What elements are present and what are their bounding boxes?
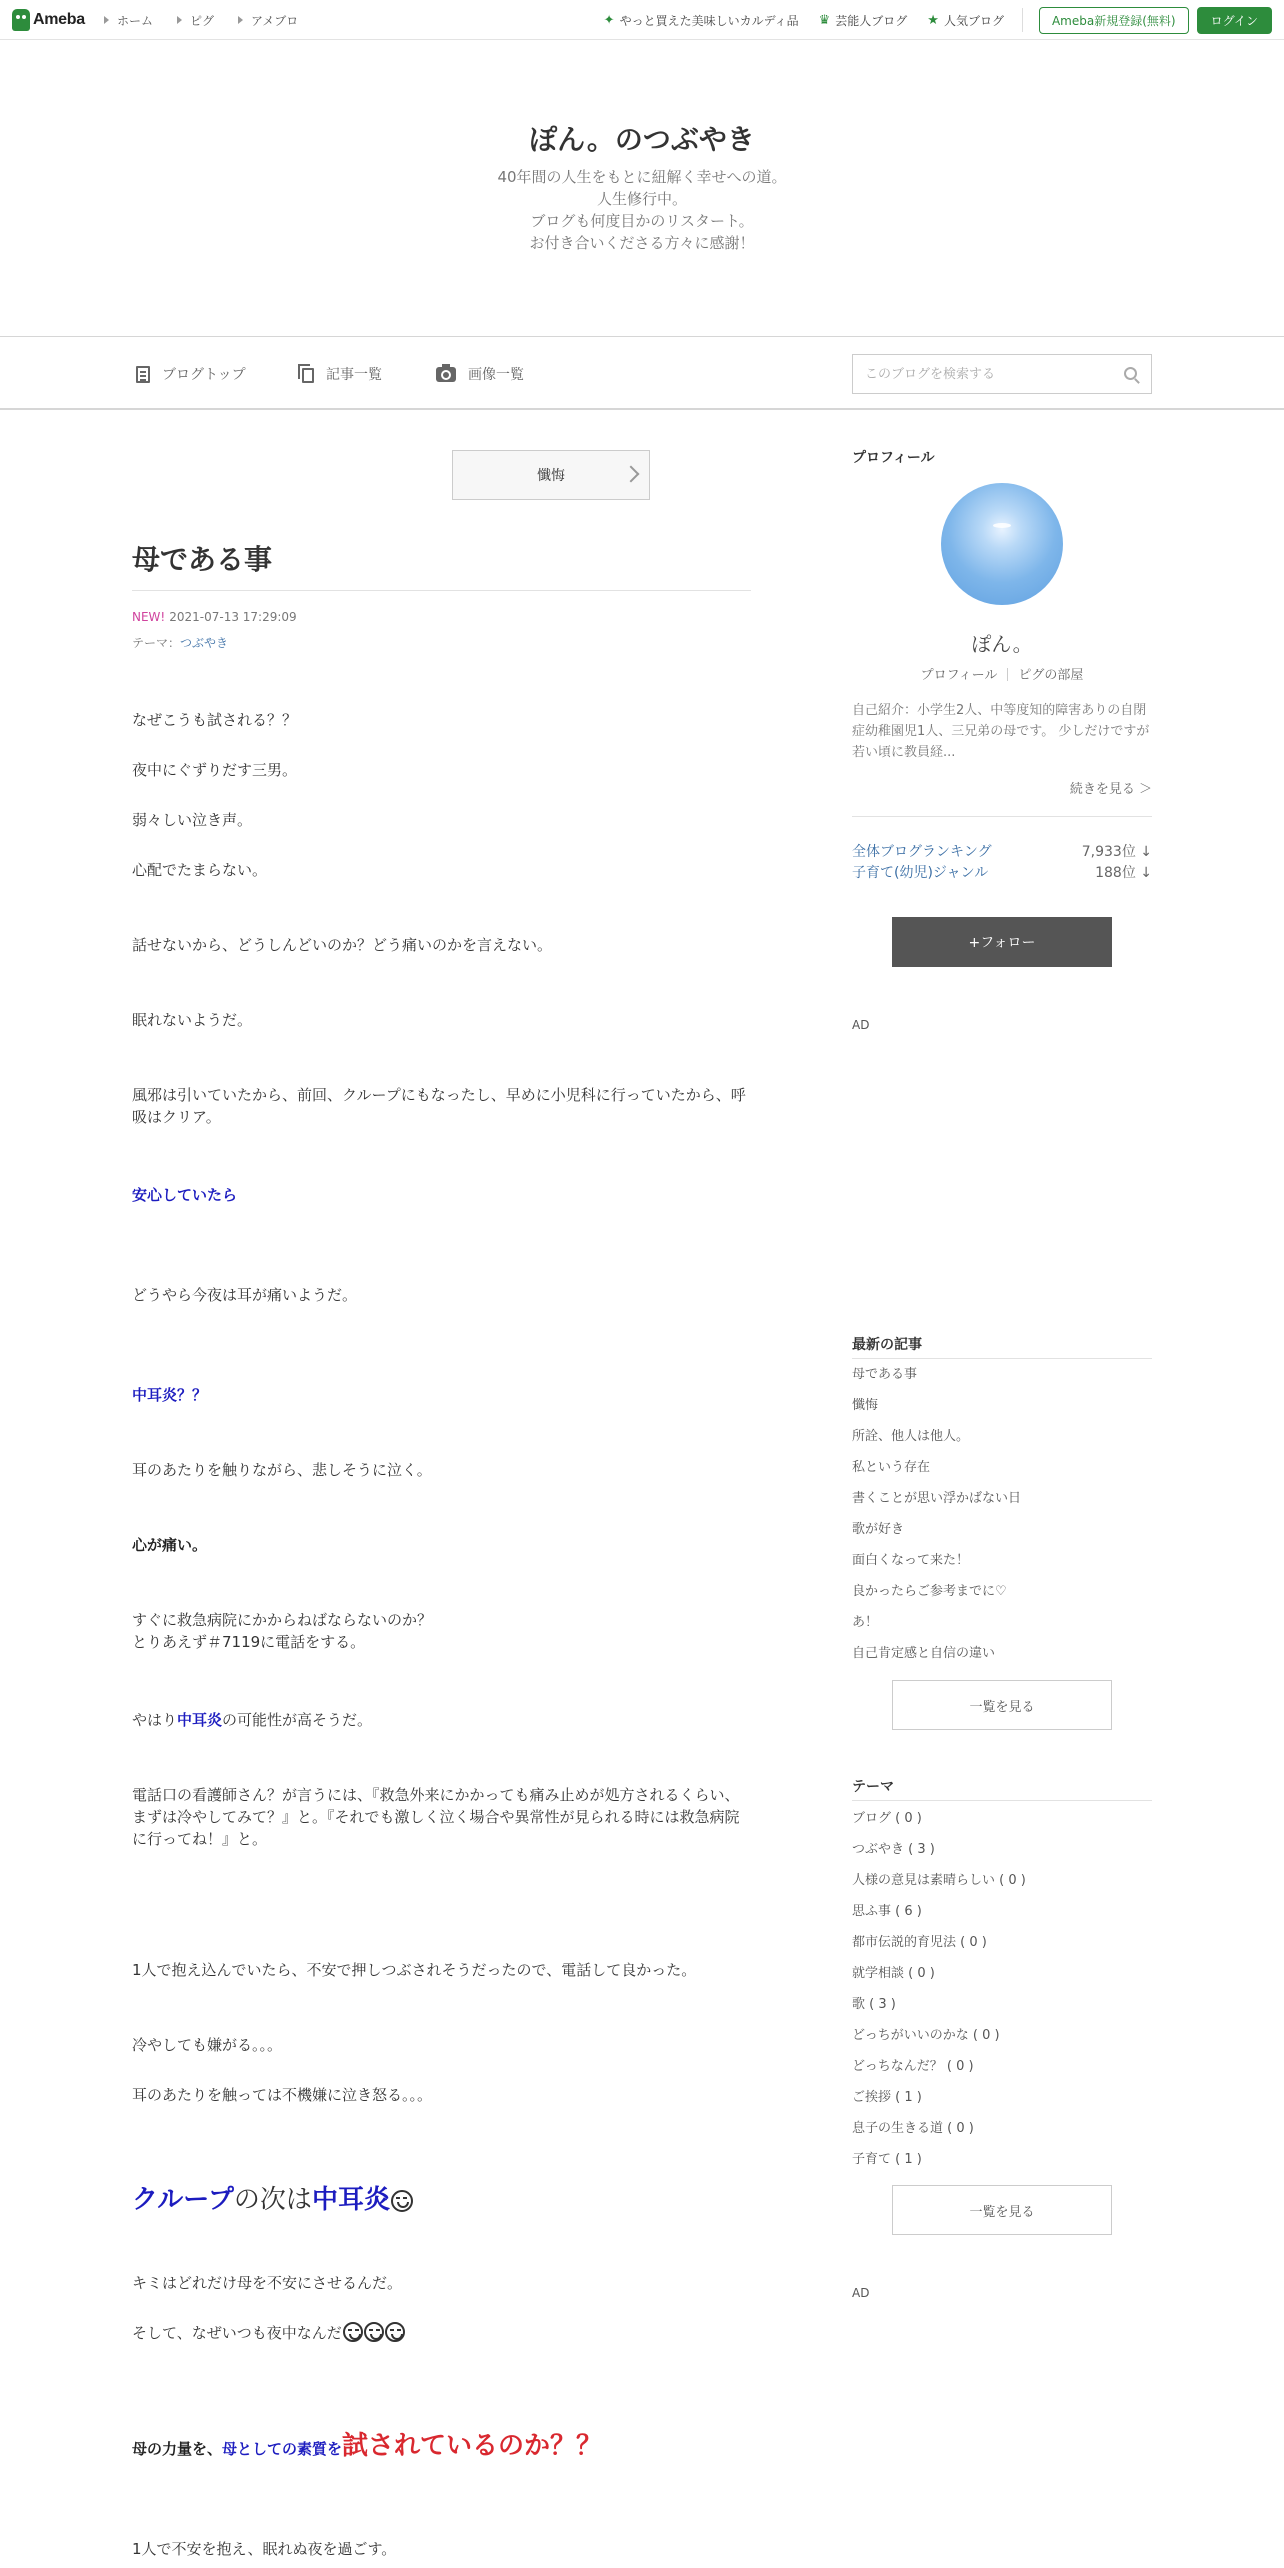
ranking-overall[interactable] [852,841,1152,861]
nav-ameblo[interactable] [238,12,298,29]
caret-right-icon [177,16,182,24]
latest-item[interactable]: 歌が好き [852,1522,905,1537]
entry-paragraph [132,1609,752,1653]
entry-paragraph: 耳のあたりを触っては不機嫌に泣き怒る。。。 [132,2086,433,2104]
latest-item[interactable]: 私という存在 [852,1460,931,1475]
entry-datetime: 2021-07-13 17:29:09 [169,610,297,624]
theme-list [852,1803,1152,2175]
tired-face-icon [391,2190,413,2212]
entry-emphasis: 母としての素質を [222,2440,343,2458]
nav-label: アメブロ [251,13,299,28]
blog-description-line: 人生修行中。 [596,190,687,208]
theme-item[interactable]: 歌 ( 3 ) [852,1997,896,2012]
link-kaldi[interactable] [604,12,799,29]
nav-label: ホーム [117,13,154,28]
latest-item[interactable]: 自己肯定感と自信の違い [852,1646,996,1661]
document-icon [136,366,150,383]
tired-face-icon [364,2322,384,2342]
tired-face-icon [343,2322,363,2342]
entry-paragraph: 冷やしても嫌がる。。。 [132,2036,283,2054]
blog-search [852,354,1152,394]
entry-bold: 母の力量を、 [132,2440,223,2458]
theme-heading: テーマ [852,1779,894,1795]
entry-text: そして、なぜいつも夜中なんだ [132,2324,342,2342]
blog-description-line: 40年間の人生をもとに紐解く幸せへの道。 [497,168,787,186]
entry-paragraph: 弱々しい泣き声。 [132,811,253,829]
entry-text: やはり [132,1711,178,1729]
latest-list-button[interactable]: 一覧を見る [892,1680,1112,1730]
nav-label: 記事一覧 [326,367,382,383]
entry-paragraph-emphasis: 安心していたら [132,1186,238,1204]
theme-item[interactable]: 都市伝説的育児法 ( 0 ) [852,1935,987,1950]
ameba-logo-icon [12,9,30,31]
profile-link[interactable]: プロフィール [920,668,998,683]
theme-item[interactable]: ご挨拶 ( 1 ) [852,2090,922,2105]
theme-item[interactable]: 就学相談 ( 0 ) [852,1966,935,1981]
entry-paragraph [132,1709,752,1731]
latest-heading: 最新の記事 [852,1337,922,1353]
ranking-label: 全体ブログランキング [852,844,992,860]
divider [852,1800,1152,1801]
blog-nav [0,336,1284,410]
theme-item[interactable]: どっちなんだ？ ( 0 ) [852,2059,974,2074]
follow-button[interactable]: +フォロー [892,917,1112,967]
entry-paragraph: どうやら今夜は耳が痛いようだ。 [132,1286,358,1304]
ranking-value: 188位 ↓ [1095,865,1152,881]
divider [852,816,1152,817]
divider [132,590,751,591]
entry-paragraph: キミはどれだけ母を不安にさせるんだ。 [132,2274,403,2292]
entry-emphasis: 中耳炎 [311,2185,390,2215]
blog-description-line: ブログも何度目かのリスタート。 [530,212,754,230]
latest-item[interactable]: 書くことが思い浮かばない日 [852,1491,1022,1506]
theme-item[interactable]: 人様の意見は素晴らしい ( 0 ) [852,1873,1026,1888]
nav-label: 画像一覧 [468,367,524,383]
link-label: やっと買えた美味しいカルディ品 [619,13,799,28]
nav-entry-list[interactable] [302,364,382,384]
entry-paragraph [132,2429,752,2466]
theme-item[interactable]: ブログ ( 0 ) [852,1811,922,1826]
ameba-logo[interactable] [12,9,85,31]
entry-paragraph: 耳のあたりを触りながら、悲しそうに泣く。 [132,1461,432,1479]
entry-paragraph: 心配でたまらない。 [132,861,268,879]
caret-right-icon [238,16,243,24]
star-icon: ★ [927,12,939,28]
profile-heading: プロフィール [852,450,935,466]
latest-item[interactable]: 面白くなって来た！ [852,1553,970,1568]
entry-text: の可能性が高そうだ。 [222,1711,373,1729]
theme-item[interactable]: つぶやき ( 3 ) [852,1842,935,1857]
avatar[interactable] [941,483,1063,605]
global-header [0,0,1284,40]
blog-description [0,166,1284,254]
link-popular-blog[interactable] [927,12,1004,29]
entry-paragraph: 1人で不安を抱え、眠れぬ夜を過ごす。 [132,2540,397,2558]
entry-theme [132,634,228,651]
profile-name[interactable]: ぽん。 [971,632,1033,656]
entry-line: すぐに救急病院にかからねばならないのか？ [132,1611,433,1629]
caret-right-icon [104,16,109,24]
camera-icon [436,367,456,382]
entry-paragraph-emphasis: 中耳炎？？ [132,1386,208,1404]
ad-label: AD [852,2286,870,2300]
profile-more-link[interactable]: 続きを見る ＞ [1069,782,1152,797]
new-badge: NEW! [132,610,166,624]
theme-item[interactable]: 息子の生きる道 ( 0 ) [852,2121,974,2136]
nav-home[interactable] [104,12,153,29]
ranking-label: 子育て(幼児)ジャンル [852,865,989,881]
latest-item[interactable]: あ！ [852,1615,879,1630]
search-icon[interactable] [1124,367,1137,380]
register-button[interactable]: Ameba新規登録(無料) [1039,7,1189,34]
entry-paragraph-large [132,2183,752,2217]
theme-item[interactable]: 思ふ事 ( 6 ) [852,1904,922,1919]
profile-intro: 自己紹介：小学生2人、中等度知的障害ありの自閉症幼稚園児1人、三兄弟の母です。 少しだけですが若い頃に教員経... [852,703,1150,760]
theme-item[interactable]: どっちがいいのかな ( 0 ) [852,2028,1000,2043]
nav-label: ピグ [190,13,215,28]
latest-item[interactable]: 所詮、他人は他人。 [852,1429,970,1444]
divider [1007,668,1008,681]
entry-title[interactable]: 母である事 [132,543,273,576]
entry-paragraph: 電話口の看護師さん？が言うには、『救急外来にかかっても痛み止めが処方されるくらい、まずは冷やしてみて？』と。『それでも激しく泣く場合や異常性が見られる時には救急病院に行ってね！』と。 [132,1786,740,1848]
entry-paragraph: 眠れないようだ。 [132,1011,253,1029]
pigg-room-link[interactable]: ピグの部屋 [1018,668,1084,683]
entry-text: の次は [233,2185,312,2215]
link-label: 芸能人ブログ [835,13,908,28]
latest-list [852,1359,1152,1669]
global-header-right [584,0,1272,40]
copy-icon [302,368,314,383]
nav-pigg[interactable] [177,12,214,29]
nav-label: ブログトップ [162,367,246,383]
ad-label: AD [852,1018,870,1032]
ranking-value: 7,933位 ↓ [1081,844,1152,860]
latest-item[interactable]: 良かったらご参考までに♡ [852,1584,1007,1599]
prev-entry-link[interactable] [452,450,650,500]
entry-paragraph: 1人で抱え込んでいたら、不安で押しつぶされそうだったので、電話して良かった。 [132,1961,697,1979]
login-button[interactable]: ログイン [1197,7,1272,34]
profile-links [852,664,1152,683]
theme-item[interactable]: 子育て ( 1 ) [852,2152,922,2167]
entry-emphasis-red: 試されているのか？？ [342,2431,603,2461]
entry-paragraph: なぜこうも試される？？ [132,711,298,729]
theme-list-button[interactable]: 一覧を見る [892,2185,1112,2235]
divider [1022,8,1023,32]
link-label: 人気ブログ [943,13,1004,28]
prev-entry-label: 懺悔 [537,468,565,484]
search-input[interactable] [853,355,1103,393]
chevron-right-icon [623,466,640,483]
link-celebrity-blog[interactable] [819,12,908,29]
nav-image-list[interactable] [436,364,524,384]
theme-label: テーマ： [132,636,181,650]
latest-item[interactable]: 母である事 [852,1367,918,1382]
entry-paragraph [132,2322,752,2344]
entry-emphasis: 中耳炎 [177,1711,223,1729]
logo-text: Ameba [33,11,85,28]
sparkle-icon: ✦ [603,12,615,28]
tired-face-icon [385,2322,405,2342]
blog-title[interactable]: ぽん。のつぶやき [529,123,755,156]
theme-link[interactable]: つぶやき [180,636,229,650]
entry-paragraph: 話せないから、どうしんどいのか？どう痛いのかを言えない。 [132,936,553,954]
blog-description-line: お付き合いくださる方々に感謝！ [529,234,755,252]
global-nav [104,0,322,40]
entry-paragraph-bold: 心が痛い。 [132,1536,208,1554]
entry-meta [132,610,297,624]
entry-paragraph: 夜中にぐずりだす三男。 [132,761,298,779]
crown-icon: ♛ [818,12,831,28]
entry-emphasis: クループ [132,2185,234,2215]
ranking-genre[interactable] [852,862,1152,882]
nav-blog-top[interactable] [136,364,246,384]
latest-item[interactable]: 懺悔 [852,1398,879,1413]
entry-paragraph: 風邪は引いていたから、前回、クループにもなったし、早めに小児科に行っていたから、呼吸はクリア。 [132,1086,746,1126]
entry-line: とりあえず＃7119に電話をする。 [132,1633,366,1651]
